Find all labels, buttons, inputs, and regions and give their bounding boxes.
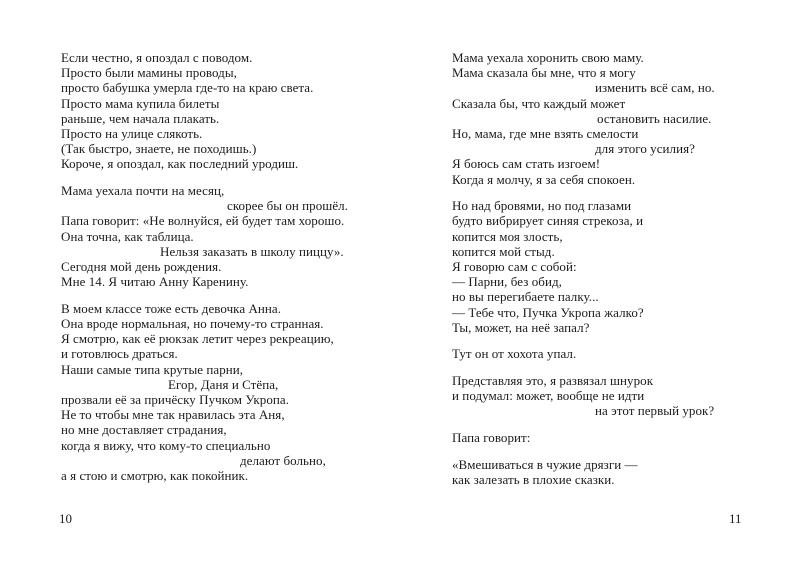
poem-line: на этот первый урок? — [595, 403, 715, 419]
poem-line: Нельзя заказать в школу пиццу». — [160, 243, 344, 259]
poem-line: скорее бы он прошёл. — [227, 198, 348, 214]
poem-line: Не то чтобы мне так нравилась эта Аня, — [61, 407, 285, 423]
stanza-break — [61, 289, 348, 301]
poem-line: как залезать в плохие сказки. — [452, 472, 615, 487]
poem-line: и готовлюсь драться. — [61, 346, 178, 362]
poem-line: но мне доставляет страдания, — [61, 422, 227, 438]
poem-line: но вы перегибаете палку... — [452, 289, 599, 305]
poem-line: просто бабушка умерла где-то на краю света. — [61, 80, 314, 96]
poem-line: — Парни, без обид, — [452, 274, 562, 290]
poem-line: Сегодня мой день рождения. — [61, 258, 222, 274]
poem-line: копится мой стыд. — [452, 243, 555, 259]
poem-line: Она точна, как таблица. — [61, 228, 194, 244]
poem-line: Короче, я опоздал, как последний уродиш. — [61, 156, 299, 172]
poem-line: Тут он от хохота упал. — [452, 346, 577, 362]
poem-line: Представляя это, я развязал шнурок — [452, 373, 654, 389]
poem-line: Просто мама купила билеты — [61, 95, 220, 111]
page-number-right: 11 — [729, 511, 742, 526]
poem-line: Егор, Даня и Стёпа, — [168, 376, 279, 392]
poem-line: когда я вижу, что кому-то специально — [61, 437, 271, 453]
poem-line: В моем классе тоже есть девочка Анна. — [61, 300, 282, 316]
stanza-break — [452, 445, 715, 457]
poem-line: Просто были мамины проводы, — [61, 65, 237, 81]
stanza-break — [452, 187, 715, 199]
stanza-break — [61, 172, 348, 184]
poem-line: делают больно, — [240, 452, 326, 468]
poem-line: Но, мама, где мне взять смелости — [452, 125, 639, 141]
poem-line: Сказала бы, что каждый может — [452, 95, 626, 111]
poem-text-right — [452, 50, 715, 487]
poem-line: Наши самые типа крутые парни, — [61, 361, 244, 377]
poem-line: будто вибрирует синяя стрекоза, и — [452, 213, 644, 229]
poem-line: — Тебе что, Пучка Укропа жалко? — [452, 304, 644, 320]
poem-line: Но над бровями, но под глазами — [452, 198, 632, 214]
poem-line: (Так быстро, знаете, не походишь.) — [61, 141, 257, 157]
poem-line: Мама сказала бы мне, что я могу — [452, 65, 636, 81]
poem-line: Она вроде нормальная, но почему-то странная. — [61, 316, 324, 331]
stanza-break — [452, 335, 715, 347]
poem-line: «Вмешиваться в чужие дрязги — — [452, 456, 638, 472]
poem-line: Просто на улице слякоть. — [61, 125, 203, 141]
stanza-break — [452, 362, 715, 374]
poem-line: изменить всё сам, но. — [595, 80, 715, 96]
poem-line: Когда я молчу, я за себя спокоен. — [452, 171, 636, 187]
poem-text-left — [61, 50, 348, 483]
poem-line: Папа говорит: «Не волнуйся, ей будет там хорошо. — [61, 213, 345, 229]
poem-line: Мне 14. Я читаю Анну Каренину. — [61, 274, 249, 290]
poem-line: Мама уехала почти на месяц, — [61, 183, 225, 198]
poem-line: копится моя злость, — [452, 228, 563, 244]
poem-line: раньше, чем начала плакать. — [61, 110, 220, 126]
poem-line: Я говорю сам с собой: — [452, 258, 577, 274]
poem-line: Я смотрю, как её рюкзак летит через рекреацию, — [61, 331, 334, 347]
poem-line: Мама уехала хоронить свою маму. — [452, 50, 644, 65]
poem-line: Я боюсь сам стать изгоем! — [452, 156, 601, 172]
poem-line: для этого усилия? — [595, 141, 695, 157]
poem-line: остановить насилие. — [597, 110, 712, 126]
poem-line: прозвали её за причёску Пучком Укропа. — [61, 391, 290, 407]
poem-line: Ты, может, на неё запал? — [452, 319, 590, 335]
page-number-left: 10 — [59, 511, 72, 526]
poem-line: и подумал: может, вообще не идти — [452, 388, 645, 404]
poem-line: а я стою и смотрю, как покойник. — [61, 467, 249, 483]
stanza-break — [452, 419, 715, 431]
poem-line: Папа говорит: — [452, 430, 531, 446]
poem-line: Если честно, я опоздал с поводом. — [61, 50, 253, 65]
